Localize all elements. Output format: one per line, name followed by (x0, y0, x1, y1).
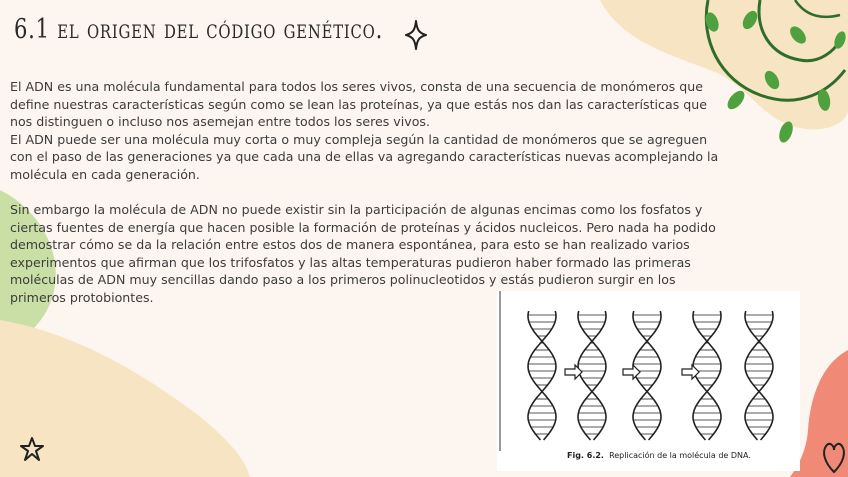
star-doodle-icon (20, 436, 44, 462)
figure-caption-label: Fig. 6.2. (567, 451, 604, 460)
dna-replication-figure (497, 291, 800, 471)
heart-doodle-icon (820, 436, 848, 476)
paragraph-intro-sentence-2: El ADN puede ser una molécula muy corta o muy compleja según la cantidad de monómeros que se agreguen con el paso de las generaciones ya que cada una de ellas va agregando características nuevas acomplejando la molécula en cada generación. (10, 131, 719, 182)
paragraph-intro-sentence-1: El ADN es una molécula fundamental para todos los seres vivos, consta de una secuencia de monómeros que define nuestras características según como se lean las proteínas, ya que estás nos dan las características que nos distinguen o incluso nos asemejan entre todos los seres vivos. (10, 79, 707, 130)
dna-replication-illustration (497, 291, 800, 451)
figure-caption (567, 451, 751, 460)
paragraph-intro (10, 78, 730, 184)
slide-title: 6.1 el origen del código genético. (14, 14, 384, 45)
figure-caption-text: Replicación de la molécula de DNA. (609, 451, 751, 460)
paragraph-enzymes: Sin embargo la molécula de ADN no puede existir sin la participación de algunas encimas como los fosfatos y ciertas fuentes de energía que hacen posible la formación de proteínas y ácidos nucleicos. Pero nada ha podido demostrar cómo se da la relación entre estos dos de manera espontánea, para esto se han realizado varios experimentos que afirman que los trifosfatos y las altas temperaturas pudieron haber formado las primeras moléculas de ADN muy sencillas dando paso a los primeros polinucleotidos y estás pudieron surgir en los primeros protobiontes. (10, 202, 716, 305)
sparkle-icon (405, 20, 427, 50)
